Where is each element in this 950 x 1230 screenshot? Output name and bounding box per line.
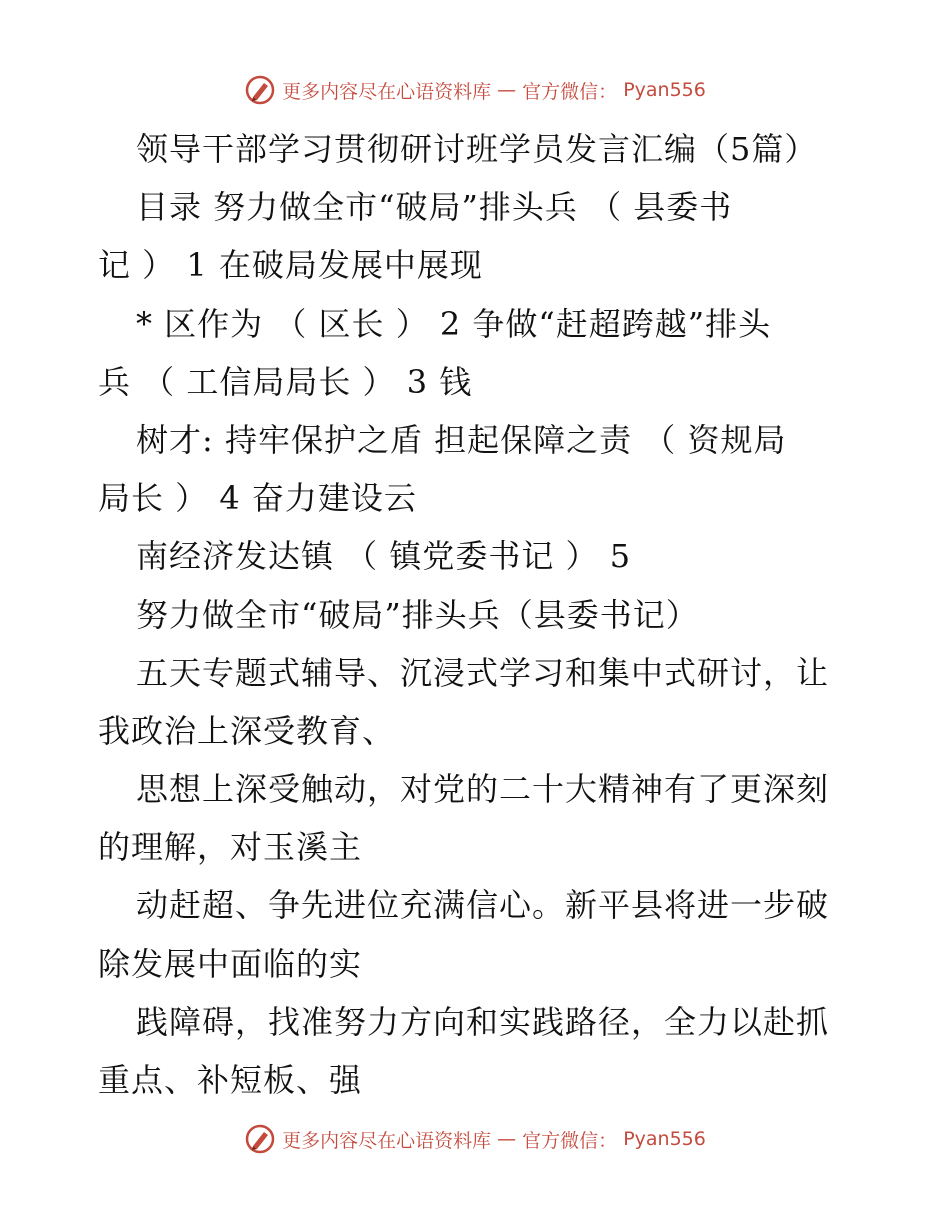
watermark-text: 更多内容尽在心语资料库 (282, 80, 492, 103)
document-title: 领导干部学习贯彻研讨班学员发言汇编（5篇） (136, 130, 818, 168)
watermark-text: 更多内容尽在心语资料库 (282, 1129, 492, 1152)
text-line: * 区作为 （ 区长 ） 2 争做“赶超跨越”排头 (136, 304, 772, 343)
document-body (98, 120, 858, 1109)
text-line: 兵 （ 工信局局长 ） 3 钱 (98, 362, 473, 401)
header-watermark (0, 74, 950, 106)
text-line: 除发展中面临的实 (98, 944, 363, 983)
pen-logo-icon (244, 1123, 276, 1155)
watermark-id: Pyan556 (623, 1128, 706, 1150)
text-line: 的理解，对玉溪主 (98, 828, 363, 867)
text-line: 重点、补短板、强 (98, 1061, 363, 1099)
pen-logo-icon (244, 74, 276, 106)
text-line: 树才: 持牢保护之盾 担起保障之责 （ 资规局 (136, 420, 787, 459)
text-line: 我政治上深受教育、 (98, 711, 396, 750)
text-line: 思想上深受触动，对党的二十大精神有了更深刻 (136, 770, 830, 809)
text-line: 局长 ） 4 奋力建设云 (98, 479, 417, 518)
text-line: 五天专题式辅导、沉浸式学习和集中式研讨，让 (136, 653, 830, 692)
footer-watermark (0, 1123, 950, 1155)
watermark-id: Pyan556 (623, 79, 706, 101)
watermark-separator: — (497, 1128, 517, 1150)
text-line: 南经济发达镇 （ 镇党委书记 ） 5 (136, 537, 632, 576)
watermark-label: 官方微信： (522, 1129, 618, 1152)
text-line: 动赶超、争先进位充满信心。新平县将进一步破 (136, 886, 830, 925)
text-line: 目录 努力做全市“破局”排头兵 （ 县委书 (136, 188, 733, 227)
text-line: 践障碍，找准努力方向和实践路径，全力以赴抓 (136, 1002, 830, 1041)
watermark-separator: — (497, 79, 517, 101)
text-line: 记 ） 1 在破局发展中展现 (98, 246, 483, 285)
watermark-label: 官方微信： (522, 80, 618, 103)
section-heading: 努力做全市“破局”排头兵（县委书记） (136, 595, 699, 634)
